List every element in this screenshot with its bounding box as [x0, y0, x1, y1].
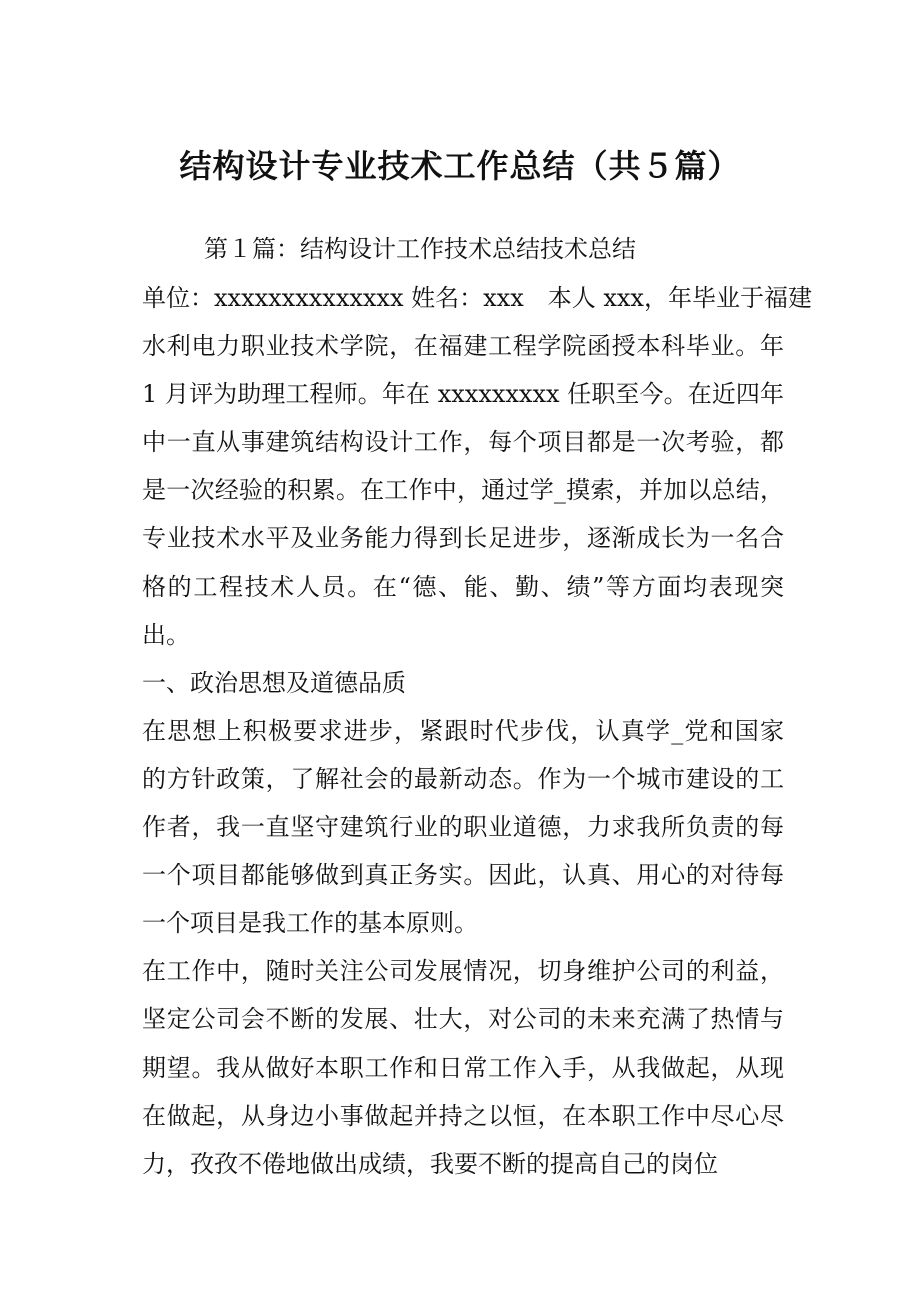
body-line: 中一直从事建筑结构设计工作，每个项目都是一次考验，都: [142, 428, 784, 457]
body-line: 一个项目是我工作的基本原则。: [142, 909, 478, 938]
body-line: 坚定公司会不断的发展、壮大，对公司的未来充满了热情与: [142, 1005, 784, 1034]
body-line: 一、政治思想及道德品质: [142, 668, 406, 697]
body-line: 一个项目都能够做到真正务实。因此，认真、用心的对待每: [142, 861, 784, 890]
body-line: 是一次经验的积累。在工作中，通过学_摸索，并加以总结，: [142, 476, 784, 505]
body-line: 格的工程技术人员。在“德、能、勤、绩”等方面均表现突: [142, 572, 784, 601]
body-line: 的方针政策，了解社会的最新动态。作为一个城市建设的工: [142, 764, 784, 793]
body-line: 1 月评为助理工程师。年在 xxxxxxxxx 任职至今。在近四年: [142, 380, 784, 409]
body-line: 期望。我从做好本职工作和日常工作入手，从我做起，从现: [142, 1053, 784, 1082]
body-line: 专业技术水平及业务能力得到长足进步，逐渐成长为一名合: [142, 524, 784, 553]
body-line: 出。: [142, 620, 190, 649]
body-line: 在做起，从身边小事做起并持之以恒，在本职工作中尽心尽: [142, 1101, 784, 1130]
body-line: 在思想上积极要求进步，紧跟时代步伐，认真学_党和国家: [142, 716, 784, 745]
body-line: 力，孜孜不倦地做出成绩，我要不断的提高自己的岗位: [142, 1149, 718, 1178]
body-line: 在工作中，随时关注公司发展情况，切身维护公司的利益，: [142, 957, 784, 986]
section-subtitle: 第１篇：结构设计工作技术总结技术总结: [204, 235, 636, 263]
body-line: 作者，我一直坚守建筑行业的职业道德，力求我所负责的每: [142, 813, 784, 842]
body-line: 水利电力职业技术学院，在福建工程学院函授本科毕业。年: [142, 332, 784, 361]
body-line: 单位：xxxxxxxxxxxxxx 姓名：xxx 本人 xxx，年毕业于福建: [142, 284, 812, 312]
body-text: [142, 274, 812, 1188]
document-title: 结构设计专业技术工作总结（共５篇）: [179, 147, 741, 185]
